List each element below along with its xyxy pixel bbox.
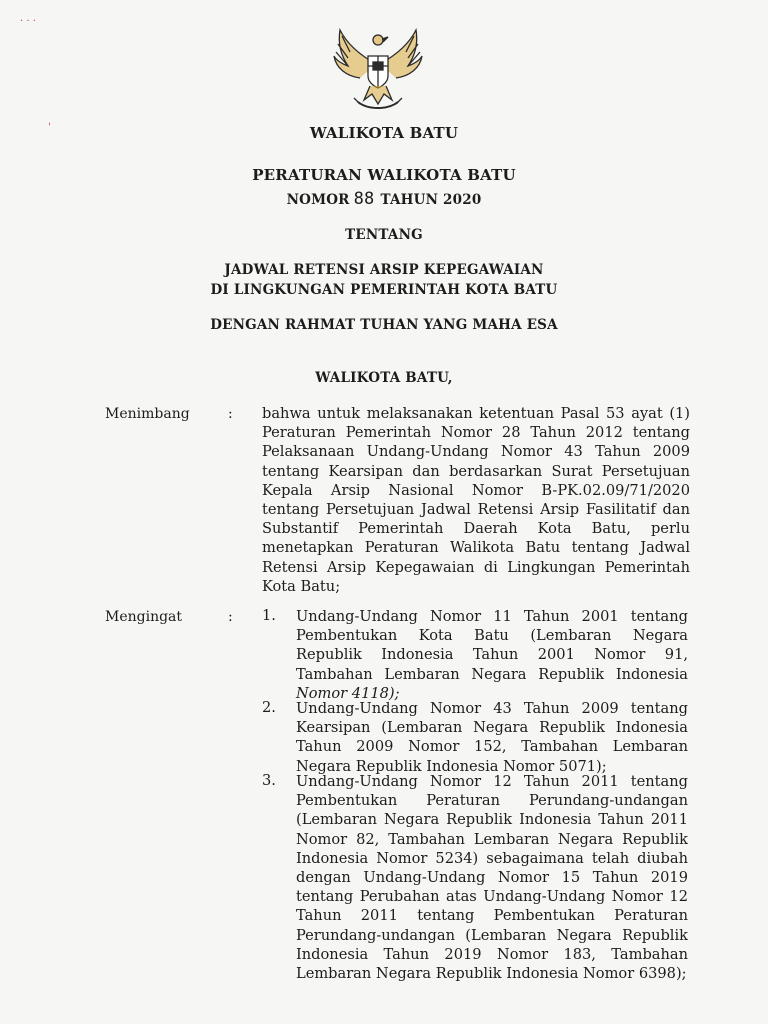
text-line: Indonesia Tahun 2019 Nomor 183, Tambahan xyxy=(296,945,688,963)
text-line: Substantif Pemerintah Daerah Kota Batu, perlu xyxy=(262,520,690,538)
text-line: tentang Perubahan atas Undang-Undang Nomor 12 xyxy=(296,888,688,906)
text-line: Nomor 82, Tambahan Lembaran Negara Republik xyxy=(296,830,688,848)
mengingat-colon: : xyxy=(228,609,233,625)
text-line: Pelaksanaan Undang-Undang Nomor 43 Tahun 2009 xyxy=(262,443,690,461)
legal-basis-item xyxy=(296,699,688,776)
blessing-line: DENGAN RAHMAT TUHAN YANG MAHA ESA xyxy=(210,317,558,333)
menimbang-text xyxy=(262,404,690,596)
text-line: Pembentukan Peraturan Perundang-undangan xyxy=(296,792,688,810)
scan-speck: ' xyxy=(48,122,51,133)
authority-addressed: WALIKOTA BATU, xyxy=(315,370,453,386)
number-value: 88 xyxy=(353,189,375,209)
item-number: 1. xyxy=(262,607,276,624)
text-line: Retensi Arsip Kepegawaian di Lingkungan Pemerintah xyxy=(262,558,690,576)
text-line: Undang-Undang Nomor 12 Tahun 2011 tentang xyxy=(296,773,688,790)
about-label: TENTANG xyxy=(345,227,423,243)
text-line: bahwa untuk melaksanakan ketentuan Pasal 53 ayat (1) xyxy=(262,405,690,422)
item-number: 2. xyxy=(262,699,276,716)
text-line: Tahun 2011 tentang Pembentukan Peraturan xyxy=(296,907,688,925)
text-line: Republik Indonesia Tahun 2001 Nomor 91, xyxy=(296,646,688,664)
subject-line-1: JADWAL RETENSI ARSIP KEPEGAWAIAN xyxy=(224,262,544,278)
text-line: dengan Undang-Undang Nomor 15 Tahun 2019 xyxy=(296,868,688,886)
menimbang-colon: : xyxy=(228,406,233,422)
text-line: Pembentukan Kota Batu (Lembaran Negara xyxy=(296,627,688,645)
text-line: Undang-Undang Nomor 43 Tahun 2009 tentang xyxy=(296,700,688,717)
text-line: tentang Persetujuan Jadwal Retensi Arsip Fasilitatif dan xyxy=(262,500,690,518)
text-line: (Lembaran Negara Republik Indonesia Tahun 2011 xyxy=(296,811,688,829)
text-line: Undang-Undang Nomor 11 Tahun 2001 tentang xyxy=(296,608,688,625)
scan-speck: · · · xyxy=(20,16,36,27)
legal-basis-item xyxy=(296,607,688,703)
text-line: Kearsipan (Lembaran Negara Republik Indonesia xyxy=(296,719,688,737)
text-line: Kepala Arsip Nasional Nomor B-PK.02.09/71/2020 xyxy=(262,481,690,499)
year-label: TAHUN 2020 xyxy=(380,192,482,208)
garuda-emblem-icon xyxy=(328,24,428,116)
text-line: Kota Batu; xyxy=(262,577,341,595)
text-line: tentang Kearsipan dan berdasarkan Surat Persetujuan xyxy=(262,462,690,480)
subject-line-2: DI LINGKUNGAN PEMERINTAH KOTA BATU xyxy=(210,282,558,298)
text-line: Indonesia Nomor 5234) sebagaimana telah diubah xyxy=(296,849,688,867)
legal-basis-item xyxy=(296,772,688,983)
text-line: Tambahan Lembaran Negara Republik Indonesia xyxy=(296,665,688,683)
text-line: Tahun 2009 Nomor 152, Tambahan Lembaran xyxy=(296,738,688,756)
regulation-title: PERATURAN WALIKOTA BATU xyxy=(252,166,516,184)
text-line: Peraturan Pemerintah Nomor 28 Tahun 2012 tentang xyxy=(262,424,690,442)
text-line: Perundang-undangan (Lembaran Negara Republik xyxy=(296,926,688,944)
text-line: Lembaran Negara Republik Indonesia Nomor 6398); xyxy=(296,964,687,982)
number-prefix: NOMOR xyxy=(286,192,350,208)
regulation-number xyxy=(0,189,768,209)
text-line: Negara Republik Indonesia Nomor 5071); xyxy=(296,757,607,775)
item-number: 3. xyxy=(262,772,276,789)
text-line: menetapkan Peraturan Walikota Batu tentang Jadwal xyxy=(262,539,690,557)
mengingat-label: Mengingat xyxy=(105,609,183,625)
text-line: Nomor 4118); xyxy=(296,684,400,702)
menimbang-label: Menimbang xyxy=(105,406,190,422)
issuing-authority: WALIKOTA BATU xyxy=(309,124,459,142)
